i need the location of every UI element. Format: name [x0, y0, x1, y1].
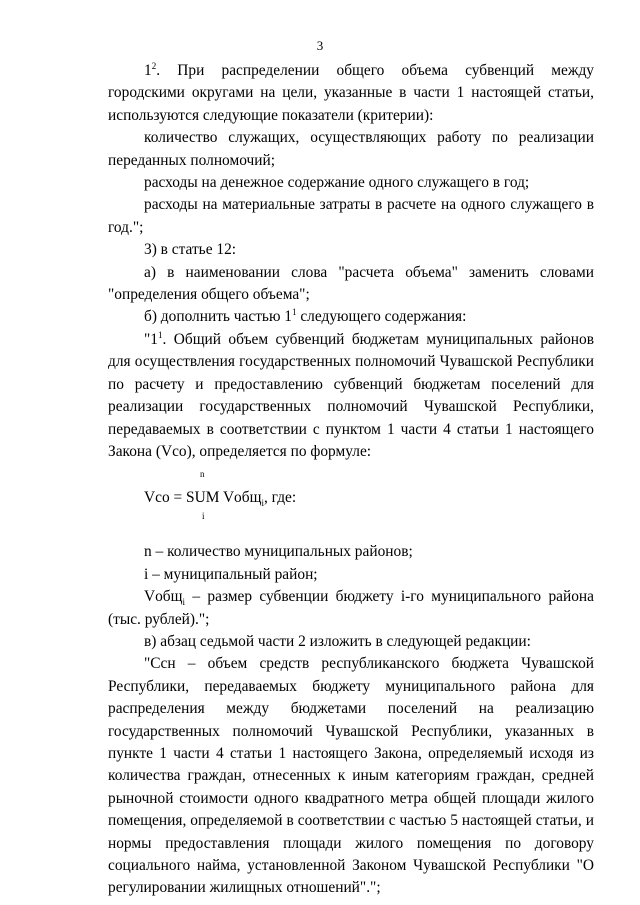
formula-expression: Vco = SUM Vобщ$_i$, где:	[144, 489, 297, 509]
criterion-material-costs: расходы на материальные затраты в расчете на одного служащего в год.";	[108, 196, 594, 236]
formula	[108, 465, 594, 541]
paragraph-ccn: "Ccн – объем средств республиканского бюджета Чувашской Республики, передаваемых бюджету муниципального района для распределения между бюджетами поселений на реализацию государственных полномочий Чувашской Республики, указанных в пункте 1 части 4 статьи 1 настоящего Закона, определяемый исходя из количества граждан, отнесенных к иным категориям граждан, средней рыночной стоимости одного квадратного метра общей площади жилого помещения, определяемой в соответствии с частью 5 настоящей статьи, и нормы предоставления площади жилого помещения по договору социального найма, установленной Законом Чувашской Республики "О регулировании жилищных отношений".";	[108, 655, 594, 897]
subitem-b: б) дополнить частью $1^1$ следующего содержания:	[144, 307, 467, 326]
item-3-article-12: 3) в статье 12:	[144, 241, 237, 259]
criterion-employees: количество служащих, осуществляющих работу по реализации переданных полномочий;	[108, 129, 594, 169]
subitem-a: а) в наименовании слова "расчета объема" заменить словами "определения общего объема";	[108, 263, 594, 304]
page-number: 3	[316, 38, 324, 53]
paragraph-1-2: $1^2$. При распределении общего объема субвенций между городскими округами на цели, указанные в части 1 настоящей статьи, используются следующие показатели (критерии):	[108, 60, 594, 124]
subitem-v: в) абзац седьмой части 2 изложить в следующей редакции:	[144, 632, 531, 650]
superscript: 2	[151, 60, 157, 71]
definition-vobsh: Vобщ$_i$ – размер субвенции бюджету i-го муниципального района (тыс. рублей).";	[108, 588, 594, 628]
definition-n: n – количество муниципальных районов;	[144, 543, 413, 561]
definition-i: i – муниципальный район;	[144, 565, 318, 583]
criterion-salary: расходы на денежное содержание одного служащего в год;	[144, 174, 530, 192]
paragraph-1-1: "$1^1$. Общий объем субвенций бюджетам муниципальных районов для осуществления государственных полномочий Чувашской Республики по расчету и предоставлению субвенций бюджетам поселений для реализации государственных полномочий Чувашской Республики, передаваемых в соответствии с пунктом 1 части 4 статьи 1 настоящего Закона (Vco), определяется по формуле:	[108, 329, 594, 460]
sum-lower-limit: i	[202, 511, 205, 522]
document-body	[108, 60, 594, 900]
sum-upper-limit: n	[200, 469, 205, 480]
